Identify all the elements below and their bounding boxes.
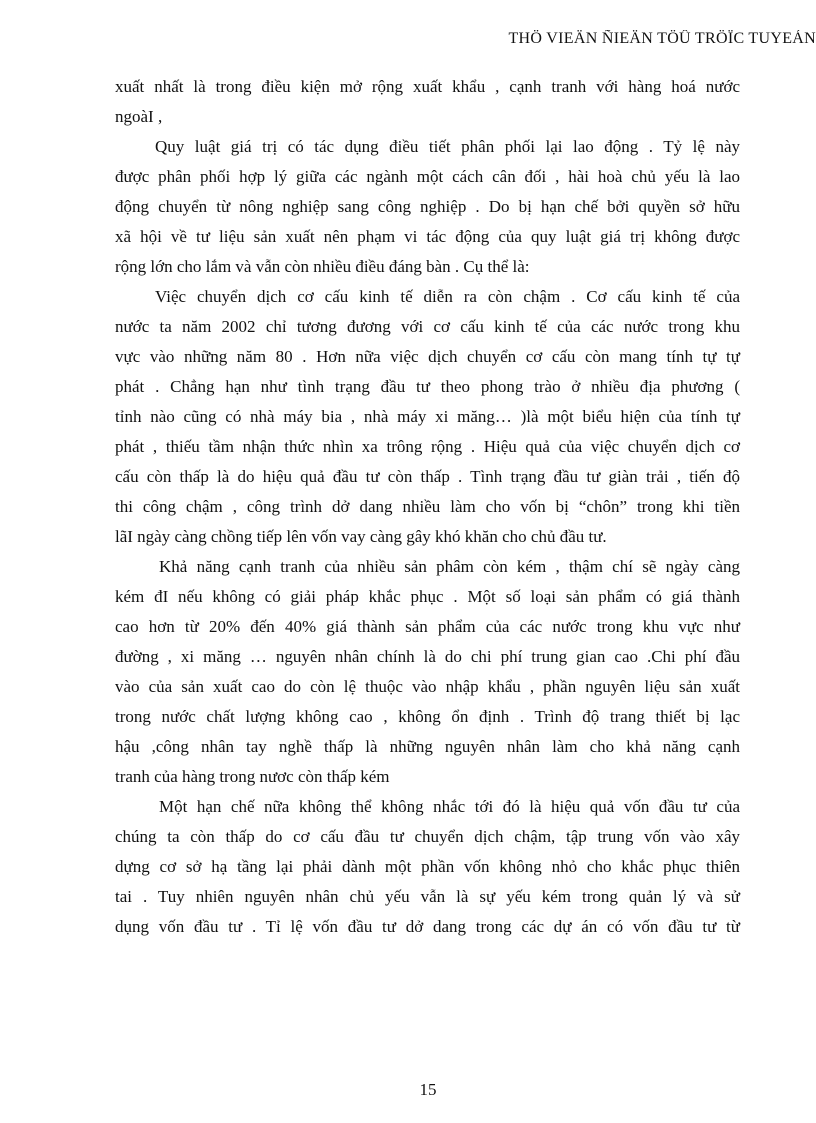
- body-line: ngoàI ,: [115, 107, 163, 126]
- body-line: đường , xi măng … nguyên nhân chính là do chi phí trung gian cao .Chi phí đầu: [115, 647, 740, 666]
- paragraph-first-line: Khả năng cạnh tranh của nhiều sản phâm còn kém , thậm chí sẽ ngày càng: [159, 557, 740, 576]
- body-line: động chuyển từ nông nghiệp sang công nghiệp . Do bị hạn chế bởi quyền sở hữu: [115, 197, 740, 216]
- body-line: tỉnh nào cũng có nhà máy bia , nhà máy xi măng… )là một biểu hiện của tính tự: [115, 407, 740, 426]
- body-line: cấu còn thấp là do hiệu quả đầu tư còn thấp . Tình trạng đầu tư giàn trải , tiến độ: [115, 467, 740, 486]
- paragraph-first-line: Quy luật giá trị có tác dụng điều tiết phân phối lại lao động . Tỷ lệ này: [155, 137, 740, 156]
- paragraph-first-line: Việc chuyển dịch cơ cấu kinh tế diễn ra còn chậm . Cơ cấu kinh tế của: [155, 287, 740, 306]
- body-line: tai . Tuy nhiên nguyên nhân chủ yếu vẫn là sự yếu kém trong quản lý và sử: [115, 887, 740, 906]
- body-line: trong nước chất lượng không cao , không ổn định . Trình độ trang thiết bị lạc: [115, 707, 740, 726]
- body-line: dựng cơ sở hạ tầng lại phải dành một phần vốn không nhỏ cho khắc phục thiên: [115, 857, 740, 876]
- body-line: xuất nhất là trong điều kiện mở rộng xuất khẩu , cạnh tranh với hàng hoá nước: [115, 77, 740, 96]
- document-body: [115, 72, 740, 942]
- page-number: 15: [419, 1080, 437, 1099]
- body-line: phát , thiếu tầm nhận thức nhìn xa trông rộng . Hiệu quả của việc chuyển dịch cơ: [115, 437, 740, 456]
- body-line: lãI ngày càng chồng tiếp lên vốn vay càng gây khó khăn cho chủ đầu tư.: [115, 527, 607, 546]
- body-line: phát . Chẳng hạn như tình trạng đầu tư theo phong trào ở nhiều địa phương (: [115, 377, 740, 396]
- body-line: cao hơn từ 20% đến 40% giá thành sản phẩm của các nước trong khu vực như: [115, 617, 740, 636]
- paragraph-first-line: Một hạn chế nữa không thể không nhắc tới đó là hiệu quả vốn đầu tư của: [159, 797, 740, 816]
- body-line: kém đI nếu không có giải pháp khắc phục . Một số loại sản phẩm có giá thành: [115, 587, 740, 606]
- body-line: tranh của hàng trong nươc còn thấp kém: [115, 767, 390, 786]
- body-line: xã hội về tư liệu sản xuất nên phạm vi tác động của quy luật giá trị không được: [115, 227, 740, 246]
- body-line: chúng ta còn thấp do cơ cấu đầu tư chuyển dịch chậm, tập trung vốn vào xây: [115, 827, 740, 846]
- body-line: thi công chậm , công trình dở dang nhiều làm cho vốn bị “chôn” trong khi tiền: [115, 497, 740, 516]
- body-line: dụng vốn đầu tư . Tỉ lệ vốn đầu tư dở dang trong các dự án có vốn đầu tư từ: [115, 917, 740, 936]
- running-header: THÖ VIEÄN ÑIEÄN TÖÛ TRÖÏC TUYEÁN: [508, 30, 816, 47]
- body-line: vực vào những năm 80 . Hơn nữa việc dịch chuyển cơ cấu còn mang tính tự tự: [115, 347, 740, 366]
- body-line: hậu ,công nhân tay nghề thấp là những nguyên nhân làm cho khả năng cạnh: [115, 737, 740, 756]
- body-line: rộng lớn cho lắm và vẫn còn nhiều điều đáng bàn . Cụ thể là:: [115, 257, 530, 276]
- body-line: được phân phối hợp lý giữa các ngành một cách cân đối , hài hoà chủ yếu là lao: [115, 167, 740, 186]
- body-line: nước ta năm 2002 chỉ tương đương với cơ cấu kinh tế của các nước trong khu: [115, 317, 740, 336]
- body-line: vào của sản xuất cao do còn lệ thuộc vào nhập khẩu , phần nguyên liệu sản xuất: [115, 677, 740, 696]
